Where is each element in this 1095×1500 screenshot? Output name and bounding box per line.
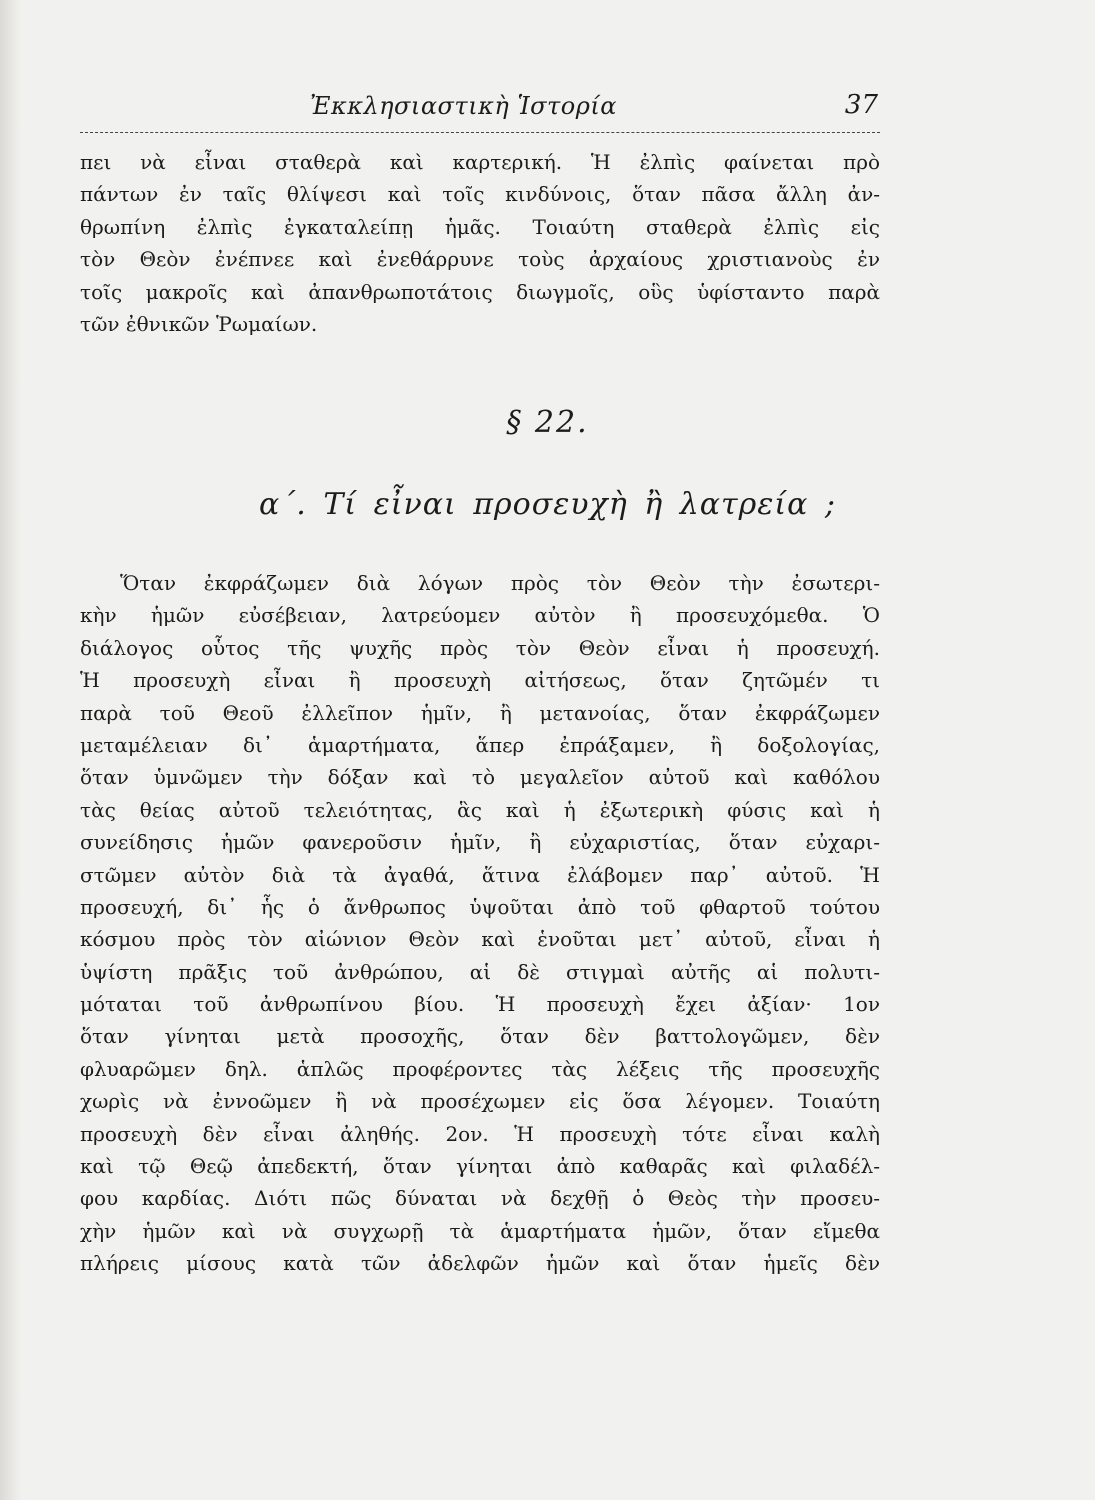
text-line: χωρὶς νὰ ἐννοῶμεν ἢ νὰ προσέχωμεν εἰς ὅσα λέγομεν. Τοιαύτη bbox=[80, 1089, 880, 1114]
text-line: τῶν ἐθνικῶν Ῥωμαίων. bbox=[80, 311, 318, 336]
intro-paragraph bbox=[80, 146, 880, 340]
main-paragraph bbox=[80, 567, 880, 1280]
text-line: μόταται τοῦ ἀνθρωπίνου βίου. Ἡ προσευχὴ ἔχει ἀξίαν· 1ον bbox=[80, 992, 880, 1017]
text-line: φου καρδίας. Διότι πῶς δύναται νὰ δεχθῇ ὁ Θεὸς τὴν προσευ- bbox=[80, 1186, 880, 1211]
text-line: κὴν ἡμῶν εὐσέβειαν, λατρεύομεν αὐτὸν ἢ προσευχόμεθα. Ὁ bbox=[80, 603, 880, 628]
header-rule bbox=[80, 132, 880, 133]
text-line: παρὰ τοῦ Θεοῦ ἐλλεῖπον ἡμῖν, ἢ μετανοίας, ὅταν ἐκφράζωμεν bbox=[80, 700, 880, 725]
section-number: § 22. bbox=[506, 405, 589, 440]
text-line: τοῖς μακροῖς καὶ ἀπανθρωποτάτοις διωγμοῖς, οὓς ὑφίσταντο παρὰ bbox=[80, 279, 880, 304]
text-line: Ἡ προσευχὴ εἶναι ἢ προσευχὴ αἰτήσεως, ὅταν ζητῶμέν τι bbox=[80, 668, 880, 693]
text-line: ὅταν γίνηται μετὰ προσοχῆς, ὅταν δὲν βαττολογῶμεν, δὲν bbox=[80, 1024, 880, 1049]
text-line: προσευχὴ δὲν εἶναι ἀληθής. 2ον. Ἡ προσευχὴ τότε εἶναι καλὴ bbox=[80, 1121, 880, 1146]
text-line: Ὅταν ἐκφράζωμεν διὰ λόγων πρὸς τὸν Θεὸν τὴν ἐσωτερι- bbox=[120, 571, 880, 595]
text-line: ὑψίστη πρᾶξις τοῦ ἀνθρώπου, αἱ δὲ στιγμαὶ αὐτῆς αἱ πολυτι- bbox=[80, 959, 880, 984]
running-title: Ἐκκλησιαστικὴ Ἱστορία bbox=[310, 92, 617, 120]
text-line: τὰς θείας αὐτοῦ τελειότητας, ἃς καὶ ἡ ἐξωτερικὴ φύσις καὶ ἡ bbox=[80, 797, 880, 822]
section-title: α΄. Τί εἶναι προσευχὴ ἢ λατρεία ; bbox=[259, 487, 836, 522]
text-line: τὸν Θεὸν ἐνέπνεε καὶ ἐνεθάρρυνε τοὺς ἀρχαίους χριστιανοὺς ἐν bbox=[80, 247, 880, 272]
text-line: διάλογος οὗτος τῆς ψυχῆς πρὸς τὸν Θεὸν εἶναι ἡ προσευχή. bbox=[80, 635, 880, 660]
page-edge bbox=[0, 0, 22, 1500]
page-header bbox=[80, 88, 880, 138]
text-line: χὴν ἡμῶν καὶ νὰ συγχωρῇ τὰ ἁμαρτήματα ἡμῶν, ὅταν εἴμεθα bbox=[80, 1218, 880, 1243]
text-line: ὅταν ὑμνῶμεν τὴν δόξαν καὶ τὸ μεγαλεῖον αὐτοῦ καὶ καθόλου bbox=[80, 765, 880, 790]
text-line: πλήρεις μίσους κατὰ τῶν ἀδελφῶν ἡμῶν καὶ ὅταν ἡμεῖς δὲν bbox=[80, 1251, 880, 1276]
text-line: φλυαρῶμεν δηλ. ἁπλῶς προφέροντες τὰς λέξεις τῆς προσευχῆς bbox=[80, 1056, 880, 1081]
page-number: 37 bbox=[844, 90, 878, 120]
text-line: συνείδησις ἡμῶν φανεροῦσιν ἡμῖν, ἢ εὐχαριστίας, ὅταν εὐχαρι- bbox=[80, 830, 880, 855]
text-line: μεταμέλειαν δι᾽ ἁμαρτήματα, ἅπερ ἐπράξαμεν, ἢ δοξολογίας, bbox=[80, 732, 880, 757]
text-line: πάντων ἐν ταῖς θλίψεσι καὶ τοῖς κινδύνοις, ὅταν πᾶσα ἄλλη ἀν- bbox=[80, 182, 880, 207]
text-line: καὶ τῷ Θεῷ ἀπεδεκτή, ὅταν γίνηται ἀπὸ καθαρᾶς καὶ φιλαδέλ- bbox=[80, 1154, 880, 1179]
text-line: προσευχή, δι᾽ ἧς ὁ ἄνθρωπος ὑψοῦται ἀπὸ τοῦ φθαρτοῦ τούτου bbox=[80, 894, 880, 919]
text-line: στῶμεν αὐτὸν διὰ τὰ ἀγαθά, ἅτινα ἐλάβομεν παρ᾽ αὐτοῦ. Ἡ bbox=[80, 862, 880, 887]
text-line: πει νὰ εἶναι σταθερὰ καὶ καρτερική. Ἡ ἐλπὶς φαίνεται πρὸ bbox=[80, 150, 880, 174]
text-line: θρωπίνη ἐλπὶς ἐγκαταλείπῃ ἡμᾶς. Τοιαύτη σταθερὰ ἐλπὶς εἰς bbox=[80, 214, 880, 239]
text-line: κόσμου πρὸς τὸν αἰώνιον Θεὸν καὶ ἑνοῦται μετ᾽ αὐτοῦ, εἶναι ἡ bbox=[80, 927, 880, 952]
